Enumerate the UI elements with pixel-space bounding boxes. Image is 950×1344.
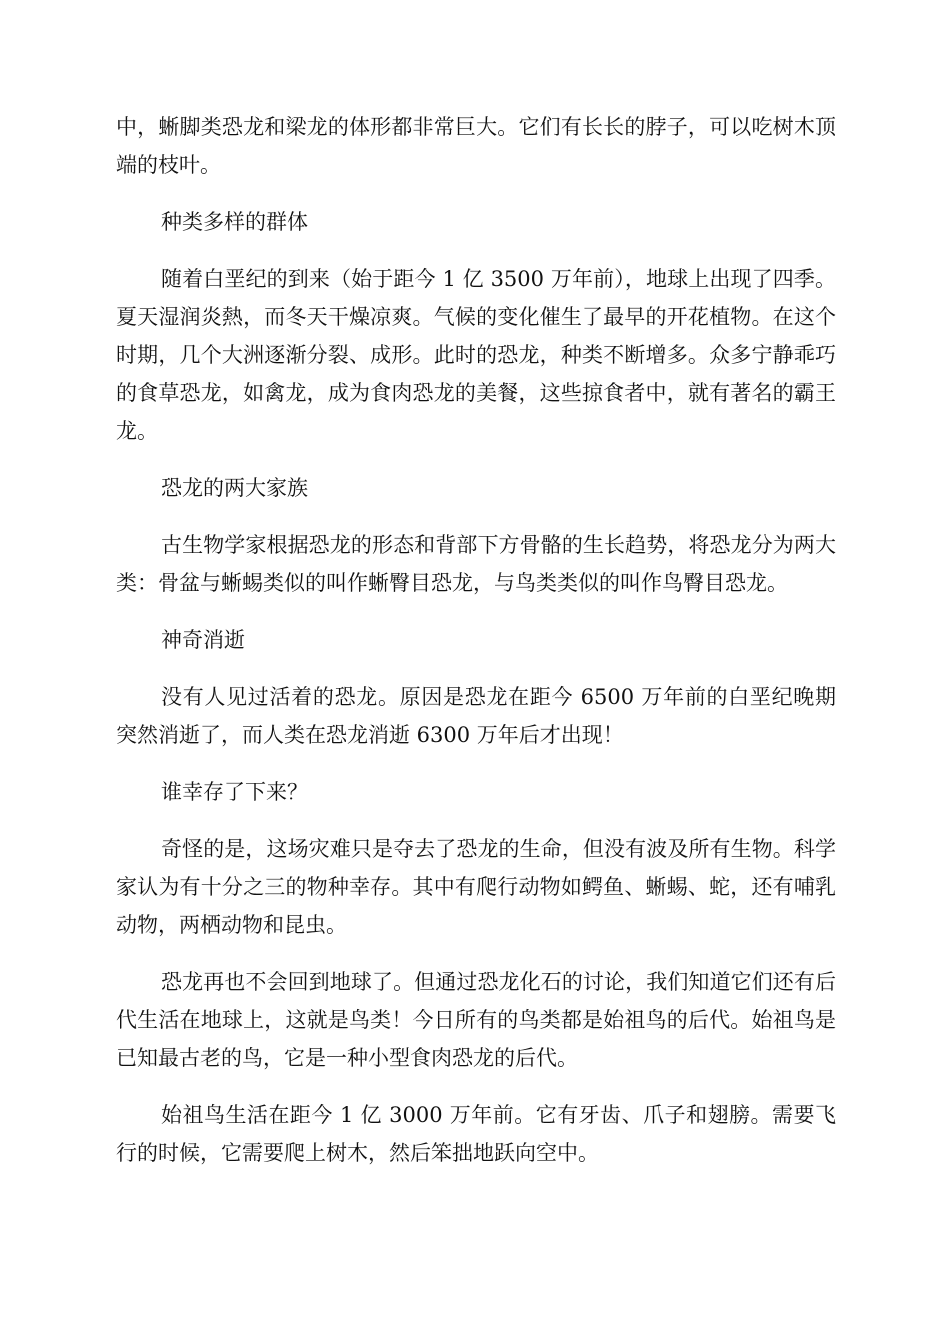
paragraph-cretaceous: 随着白垩纪的到来（始于距今 1 亿 3500 万年前），地球上出现了四季。夏天湿润炎熱，而冬天干燥凉爽。气候的变化催生了最早的开花植物。在这个时期，几个大洲逐渐分裂、成形。此时的恐龙，种类不断增多。众多宁静乖巧的食草恐龙，如禽龙，成为食肉恐龙的美餐，这些掠食者中，就有著名的霸王龙。 bbox=[116, 267, 836, 443]
document-body bbox=[116, 108, 836, 1191]
section-heading-diverse-groups: 种类多样的群体 bbox=[161, 210, 308, 234]
section-heading-two-families: 恐龙的两大家族 bbox=[161, 476, 308, 500]
section-heading-extinction: 神奇消逝 bbox=[161, 628, 245, 652]
paragraph-survivors: 奇怪的是，这场灾难只是夺去了恐龙的生命，但没有波及所有生物。科学家认为有十分之三的物种幸存。其中有爬行动物如鳄鱼、蜥蜴、蛇，还有哺乳动物，两栖动物和昆虫。 bbox=[116, 837, 836, 937]
section-heading-survivors: 谁幸存了下来？ bbox=[161, 780, 308, 804]
paragraph-birds: 恐龙再也不会回到地球了。但通过恐龙化石的讨论，我们知道它们还有后代生活在地球上，这就是鸟类！今日所有的鸟类都是始祖鸟的后代。始祖鸟是已知最古老的鸟，它是一种小型食肉恐龙的后代。 bbox=[116, 970, 836, 1070]
paragraph-extinction: 没有人见过活着的恐龙。原因是恐龙在距今 6500 万年前的白垩纪晚期突然消逝了，而人类在恐龙消逝 6300 万年后才出现！ bbox=[116, 685, 836, 747]
paragraph-archaeopteryx: 始祖鸟生活在距今 1 亿 3000 万年前。它有牙齿、爪子和翅膀。需要飞行的时候，它需要爬上树木，然后笨拙地跃向空中。 bbox=[116, 1103, 836, 1165]
paragraph-two-families: 古生物学家根据恐龙的形态和背部下方骨骼的生长趋势，将恐龙分为两大类：骨盆与蜥蜴类似的叫作蜥臀目恐龙，与鸟类类似的叫作鸟臀目恐龙。 bbox=[116, 533, 836, 595]
paragraph-sauropods: 中，蜥脚类恐龙和梁龙的体形都非常巨大。它们有长长的脖子，可以吃树木顶端的枝叶。 bbox=[116, 115, 836, 177]
